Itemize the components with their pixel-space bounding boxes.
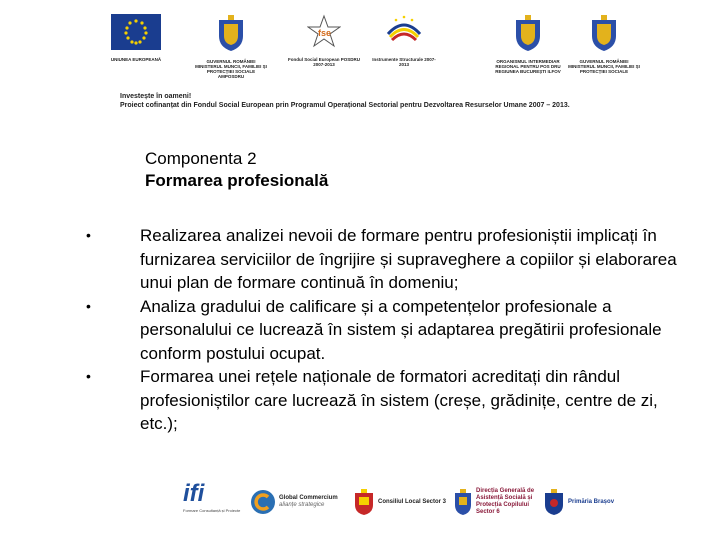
ifi-wordmark: ifi — [183, 480, 205, 507]
bullet-icon: • — [86, 227, 91, 243]
government-logo — [195, 14, 267, 79]
list-item-text: Analiza gradului de calificare și a competențelor profesionale a personalului ce lucrează în sistem și adaptarea pregătirii profesionale conform postului ocupat. — [140, 296, 662, 363]
list-item-text: Realizarea analizei nevoii de formare pentru profesioniștii implicați în furnizarea serviciilor de îngrijire și supraveghere a copiilor și elaborarea unui plan de formare continuă în domeniu; — [140, 226, 677, 292]
bullet-icon: • — [86, 297, 91, 314]
logo-caption: GUVERNUL ROMÂNIEI MINISTERUL MUNCII, FAMILIEI ȘI PROTECȚIEI SOCIALE AMPOSDRU — [195, 59, 267, 79]
component-subtitle: Formarea profesională — [145, 171, 329, 190]
project-slogan — [120, 92, 570, 110]
sector3-coat-of-arms-icon — [353, 488, 375, 516]
fse-logo — [288, 14, 360, 67]
bullet-icon: • — [86, 368, 91, 384]
logo-caption: ORGANISMUL INTERMEDIAR REGIONAL PENTRU POS DRU REGIUNEA BUCUREȘTI ILFOV — [495, 59, 561, 74]
structural-instruments-logo — [368, 14, 440, 67]
commercium-name: Global Commercium — [279, 495, 338, 501]
ministry-logo — [568, 14, 640, 74]
section-title — [145, 148, 328, 192]
logo-caption: Instrumente Structurale 2007-2013 — [372, 57, 436, 67]
slogan-line: Investește în oameni! — [120, 93, 192, 100]
romania-coat-of-arms-icon — [589, 14, 619, 52]
global-commercium-logo — [250, 480, 338, 524]
directia-line: Direcția Generală de — [476, 488, 535, 494]
ifi-logo — [183, 480, 240, 524]
directia-line: Asistență Socială și — [476, 495, 533, 501]
logo-caption: Fondul Social European POSDRU 2007-2013 — [288, 57, 361, 67]
cofinancing-line: Proiect cofinanțat din Fondul Social European prin Programul Operațional Sectorial pentru Dezvoltarea Resurselor Umane 2007 – 2013. — [120, 102, 570, 109]
list-item — [86, 365, 691, 436]
eu-flag-icon — [111, 14, 161, 50]
eu-logo — [100, 14, 172, 62]
list-item-text: Formarea unei rețele naționale de formatori acreditați din rândul profesioniștilor care lucrează în sistem (creșe, grădinițe, centre de zi, etc.); — [140, 367, 658, 433]
directia-line: Sector 6 — [476, 509, 500, 515]
sponsor-logo-band — [100, 14, 640, 90]
svg-text:fse: fse — [318, 28, 332, 38]
list-item — [86, 224, 691, 295]
logo-caption: UNIUNEA EUROPEANĂ — [110, 57, 162, 62]
dgaspc-sector6-logo — [453, 480, 534, 524]
structural-instruments-icon — [384, 14, 424, 50]
fse-star-icon — [307, 14, 341, 50]
component-label: Componenta 2 — [145, 149, 257, 168]
ifi-caption: Formare Consultanță și Proiecte — [183, 508, 241, 513]
sector3-council-logo — [353, 480, 446, 524]
logo-caption: GUVERNUL ROMÂNIEI MINISTERUL MUNCII, FAMILIEI ȘI PROTECȚIEI SOCIALE — [568, 59, 640, 74]
romania-coat-of-arms-icon — [513, 14, 543, 52]
sector6-coat-of-arms-icon — [453, 488, 473, 516]
brasov-coat-of-arms-icon — [543, 488, 565, 516]
directia-line: Protecția Copilului — [476, 502, 530, 508]
objectives-list — [86, 224, 691, 436]
consiliu-label: Consiliul Local Sector 3 — [378, 498, 447, 505]
intermediate-body-logo — [492, 14, 564, 74]
romania-coat-of-arms-icon — [216, 14, 246, 52]
commercium-tagline: alianțe strategice — [279, 502, 325, 508]
commercium-c-icon — [250, 489, 276, 515]
primaria-label: Primăria Brașov — [568, 498, 615, 505]
partner-logo-band — [175, 480, 615, 528]
primaria-brasov-logo — [543, 480, 614, 524]
list-item — [86, 295, 691, 366]
